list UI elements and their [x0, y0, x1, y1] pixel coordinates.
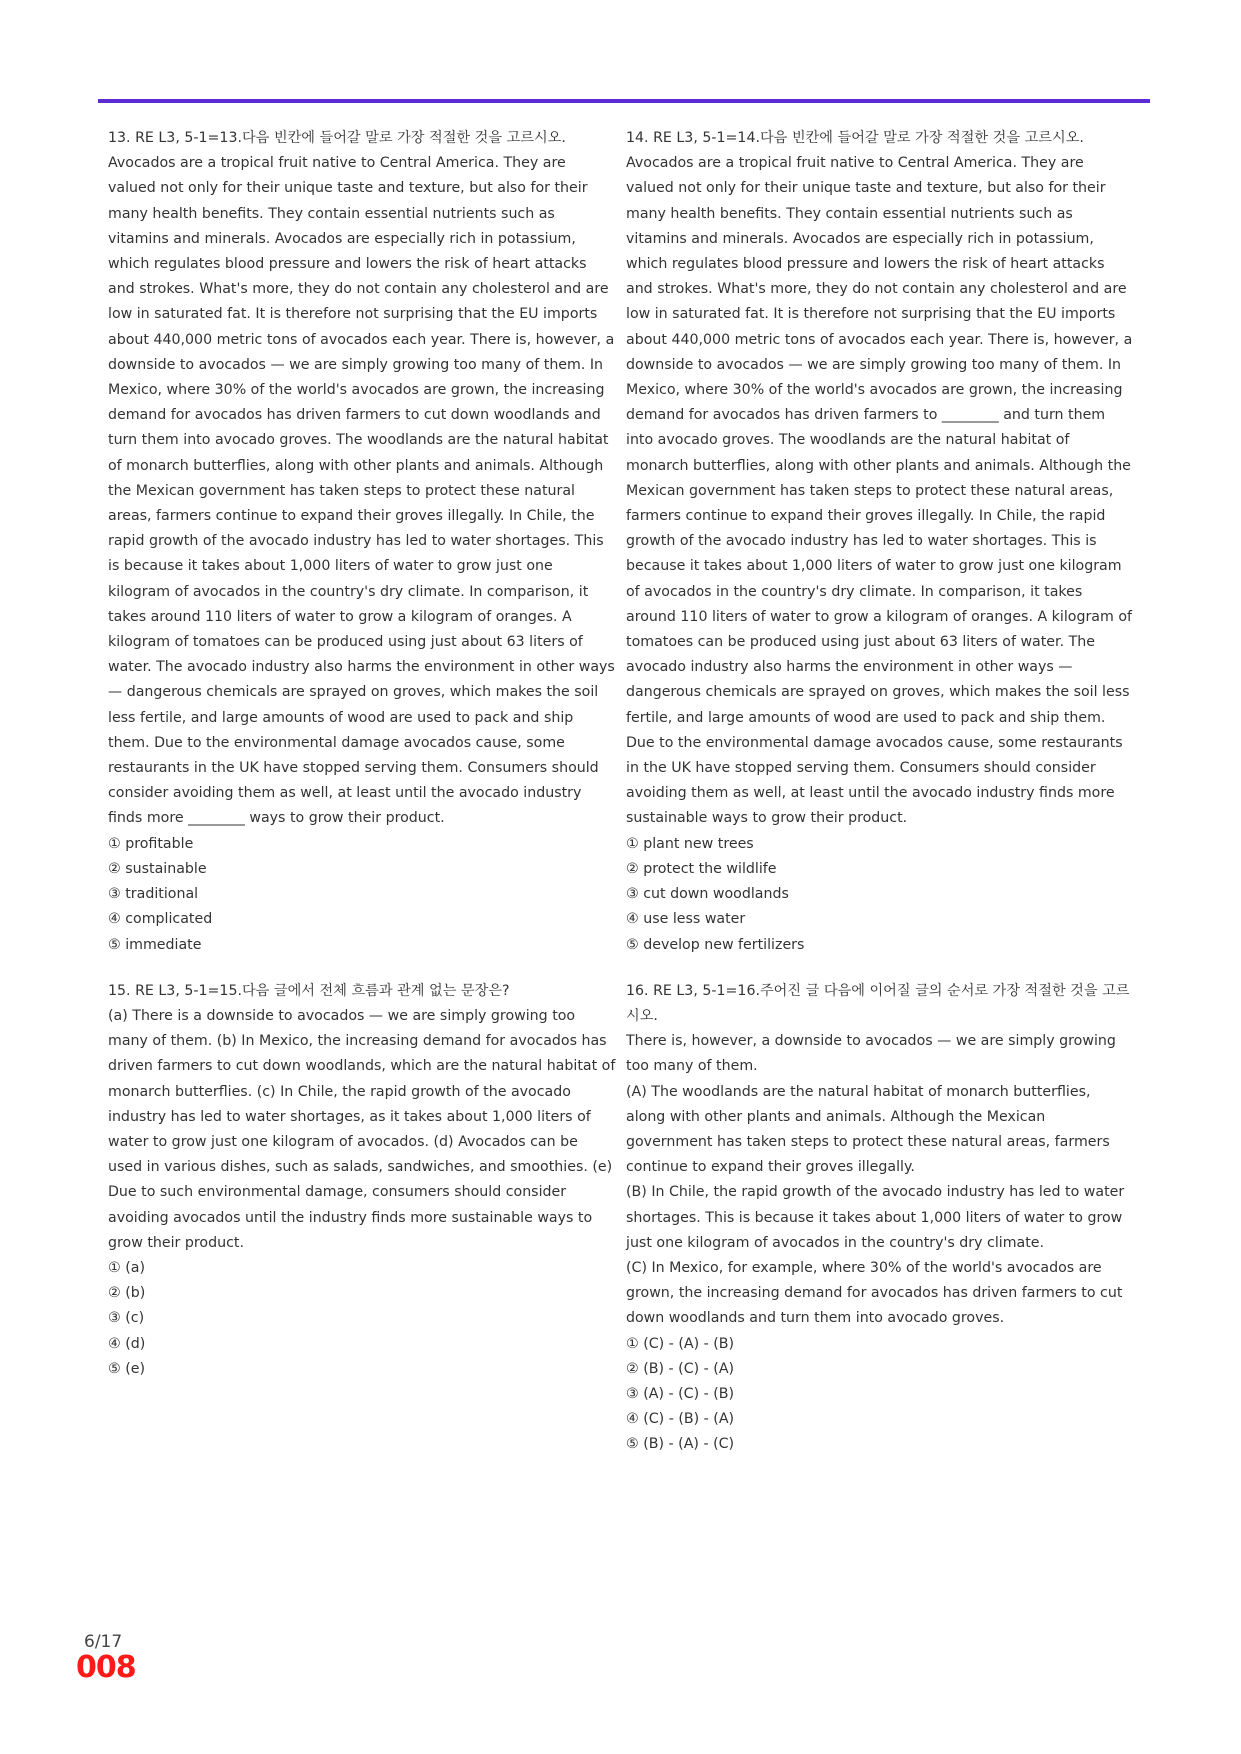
option-2[interactable]: ② (b)	[108, 1285, 146, 1302]
option-5[interactable]: ⑤ immediate	[108, 936, 202, 953]
option-2[interactable]: ② (B) - (C) - (A)	[626, 1360, 735, 1377]
option-4[interactable]: ④ complicated	[108, 911, 213, 928]
passage-part-c: (C) In Mexico, for example, where 30% of the world's avocados are grown, the increasing demand for avocados has driven farmers to cut down woodlands and turn them into avocado groves.	[626, 1259, 1123, 1327]
question-passage: (a) There is a downside to avocados — we are simply growing too many of them. (b) In Mexico, the increasing demand for avocados has driven farmers to cut down woodlands, which are the natural habitat of monarch butterflies. (c) In Chile, the rapid growth of the avocado industry has led to water shortages, as it takes about 1,000 liters of water to grow just one kilogram of avocados. (d) Avocados can be used in various dishes, such as salads, sandwiches, and smoothies. (e) Due to such environmental damage, consumers should consider avoiding avocados until the industry finds more sustainable ways to grow their product.	[108, 1007, 616, 1251]
option-4[interactable]: ④ (d)	[108, 1335, 146, 1352]
option-5[interactable]: ⑤ (e)	[108, 1360, 146, 1377]
question-passage: Avocados are a tropical fruit native to Central America. They are valued not only for their unique taste and texture, but also for their many health benefits. They contain essential nutrients such as vitamins and minerals. Avocados are especially rich in potassium, which regulates blood pressure and lowers the risk of heart attacks and strokes. What's more, they do not contain any cholesterol and are low in saturated fat. It is therefore not surprising that the EU imports about 440,000 metric tons of avocados each year. There is, however, a downside to avocados — we are simply growing too many of them. In Mexico, where 30% of the world's avocados are grown, the increasing demand for avocados has driven farmers to cut down woodlands and turn them into avocado groves. The woodlands are the natural habitat of monarch butterflies, along with other plants and animals. Although the Mexican government has taken steps to protect these natural areas, farmers continue to expand their groves illegally. In Chile, the rapid growth of the avocado industry has led to water shortages. This is because it takes about 1,000 liters of water to grow just one kilogram of avocados in the country's dry climate. In comparison, it takes around 110 liters of water to grow a kilogram of oranges. A kilogram of tomatoes can be produced using just about 63 liters of water. The avocado industry also harms the environment in other ways — dangerous chemicals are sprayed on groves, which makes the soil less fertile, and large amounts of wood are used to pack and ship them. Due to the environmental damage avocados cause, some restaurants in the UK have stopped serving them. Consumers should consider avoiding them as well, at least until the avocado industry finds more ________ ways to grow their product.	[108, 155, 615, 827]
question-16	[626, 979, 1134, 1458]
question-title: 15. RE L3, 5-1=15.다음 글에서 전체 흐름과 관계 없는 문장은?	[108, 982, 510, 999]
option-3[interactable]: ③ cut down woodlands	[626, 886, 789, 903]
left-column	[108, 126, 616, 1382]
right-column	[626, 126, 1134, 1458]
option-2[interactable]: ② protect the wildlife	[626, 860, 777, 877]
question-14	[626, 126, 1134, 958]
option-4[interactable]: ④ (C) - (B) - (A)	[626, 1411, 735, 1428]
page-indicator: 6/17	[84, 1632, 123, 1652]
option-3[interactable]: ③ (A) - (C) - (B)	[626, 1385, 735, 1402]
option-1[interactable]: ① profitable	[108, 835, 194, 852]
option-2[interactable]: ② sustainable	[108, 860, 207, 877]
option-1[interactable]: ① (a)	[108, 1259, 145, 1276]
question-title: 14. RE L3, 5-1=14.다음 빈칸에 들어갈 말로 가장 적절한 것을 고르시오.	[626, 130, 1084, 146]
passage-part-a: (A) The woodlands are the natural habitat of monarch butterflies, along with other plants and animals. Although the Mexican government has taken steps to protect these natural areas, farmers continue to expand their groves illegally.	[626, 1083, 1110, 1176]
question-13	[108, 126, 616, 958]
passage-part-b: (B) In Chile, the rapid growth of the avocado industry has led to water shortages. This is because it takes about 1,000 liters of water to grow just one kilogram of avocados in the country's dry climate.	[626, 1184, 1125, 1251]
publisher-logo: 008	[76, 1650, 136, 1685]
question-title: 16. RE L3, 5-1=16.주어진 글 다음에 이어질 글의 순서로 가장 적절한 것을 고르시오.	[626, 982, 1130, 1024]
question-passage: Avocados are a tropical fruit native to Central America. They are valued not only for their unique taste and texture, but also for their many health benefits. They contain essential nutrients such as vitamins and minerals. Avocados are especially rich in potassium, which regulates blood pressure and lowers the risk of heart attacks and strokes. What's more, they do not contain any cholesterol and are low in saturated fat. It is therefore not surprising that the EU imports about 440,000 metric tons of avocados each year. There is, however, a downside to avocados — we are simply growing too many of them. In Mexico, where 30% of the world's avocados are grown, the increasing demand for avocados has driven farmers to ________ and turn them into avocado groves. The woodlands are the natural habitat of monarch butterflies, along with other plants and animals. Although the Mexican government has taken steps to protect these natural areas, farmers continue to expand their groves illegally. In Chile, the rapid growth of the avocado industry has led to water shortages. This is because it takes about 1,000 liters of water to grow just one kilogram of avocados in the country's dry climate. In comparison, it takes around 110 liters of water to grow a kilogram of oranges. A kilogram of tomatoes can be produced using just about 63 liters of water. The avocado industry also harms the environment in other ways — dangerous chemicals are sprayed on groves, which makes the soil less fertile, and large amounts of wood are used to pack and ship them. Due to the environmental damage avocados cause, some restaurants in the UK have stopped serving them. Consumers should consider avoiding them as well, at least until the avocado industry finds more sustainable ways to grow their product.	[626, 155, 1133, 827]
option-1[interactable]: ① plant new trees	[626, 835, 754, 852]
option-5[interactable]: ⑤ (B) - (A) - (C)	[626, 1436, 735, 1453]
header-divider	[98, 99, 1150, 103]
option-5[interactable]: ⑤ develop new fertilizers	[626, 936, 805, 953]
option-4[interactable]: ④ use less water	[626, 911, 746, 928]
option-3[interactable]: ③ (c)	[108, 1310, 145, 1327]
given-passage: There is, however, a downside to avocados — we are simply growing too many of them.	[626, 1033, 1116, 1075]
option-3[interactable]: ③ traditional	[108, 886, 199, 903]
option-1[interactable]: ① (C) - (A) - (B)	[626, 1335, 735, 1352]
question-15	[108, 979, 616, 1382]
question-title: 13. RE L3, 5-1=13.다음 빈칸에 들어갈 말로 가장 적절한 것을 고르시오.	[108, 130, 566, 146]
